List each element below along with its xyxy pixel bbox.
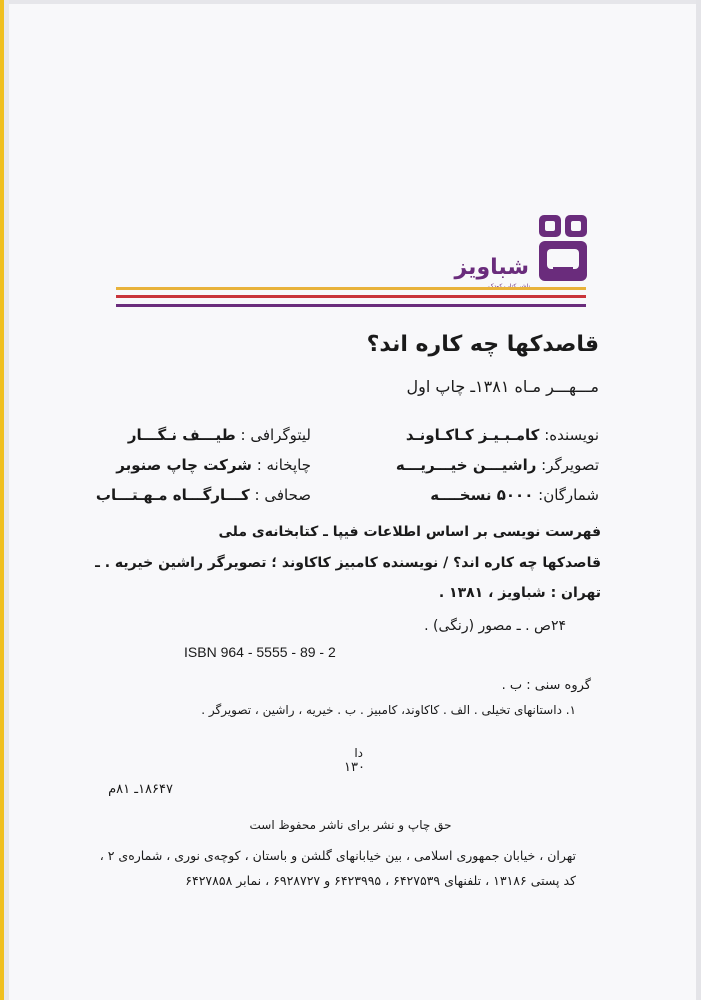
binding-credit: صحافی : کـــارگـــاه مـهـتـــاب xyxy=(95,486,311,504)
page-left-edge xyxy=(0,0,9,1000)
copyright-notice: حق چاپ و نشر برای ناشر محفوظ است xyxy=(249,818,452,832)
decorative-stripe-red xyxy=(116,295,586,298)
page-top-edge xyxy=(9,0,696,4)
national-library-number: ۱۸۶۴۷ـ ۸۱م xyxy=(108,782,173,797)
cip-subjects: ۱. داستانهای تخیلی . الف . کاکاوند، کامبیز . ب . خیریه ، راشین ، تصویرگر . xyxy=(201,703,576,717)
publisher-address: تهران ، خیابان جمهوری اسلامی ، بین خیابانهای گلشن و باستان ، کوچه‌ی نوری ، شماره‌ی ۲ ، xyxy=(99,848,576,863)
cip-pages: ۲۴ص . ـ مصور (رنگی) . xyxy=(424,618,566,634)
edition-line: مـــهـــر مـاه ۱۳۸۱ـ چاپ اول xyxy=(406,377,599,396)
book-title: قاصدکها چه کاره اند؟ xyxy=(366,332,599,357)
lithography-credit: لیتوگرافی : طیـــف نـگـــار xyxy=(127,426,311,444)
isbn-number: ISBN 964 - 5555 - 89 - 2 xyxy=(184,644,336,660)
cip-imprint: تهران : شباویز ، ۱۳۸۱ . xyxy=(438,585,601,601)
cip-statement: قاصدکها چه کاره اند؟ / نویسنده کامبیز کاکاوند ؛ تصویرگر راشین خیریه . ـ xyxy=(95,555,601,571)
cip-heading: فهرست نویسی بر اساس اطلاعات فیپا ـ کتابخانه‌ی ملی xyxy=(218,524,601,540)
author-credit: نویسنده: کامـبـیـز کـاکـاونـد xyxy=(405,426,599,444)
page-right-edge xyxy=(696,0,701,1000)
cip-class-2: ۱۳۰ xyxy=(344,760,365,775)
publisher-contact: کد پستی ۱۳۱۸۶ ، تلفنهای ۶۴۲۷۵۳۹ ، ۶۴۲۳۹۹۵ و ۶۹۲۸۷۲۷ ، نمابر ۶۴۲۷۸۵۸ xyxy=(185,873,576,888)
credits-production xyxy=(96,420,311,510)
credits-primary xyxy=(396,420,599,510)
print-run-credit: شمارگان: ۵۰۰۰ نسخــــه xyxy=(430,486,599,504)
publisher-logo-text: شباویز xyxy=(454,255,529,280)
publisher-logo-icon xyxy=(535,213,591,285)
decorative-stripe-gold xyxy=(116,287,586,290)
cip-age-group: گروه سنی : ب . xyxy=(501,678,591,693)
printing-house-credit: چاپخانه : شرکت چاپ صنوبر xyxy=(116,456,311,474)
cip-class-1: دا xyxy=(354,746,363,760)
decorative-stripe-purple xyxy=(116,304,586,307)
illustrator-credit: تصویرگر: راشیـــن خیـــریـــه xyxy=(395,456,599,474)
